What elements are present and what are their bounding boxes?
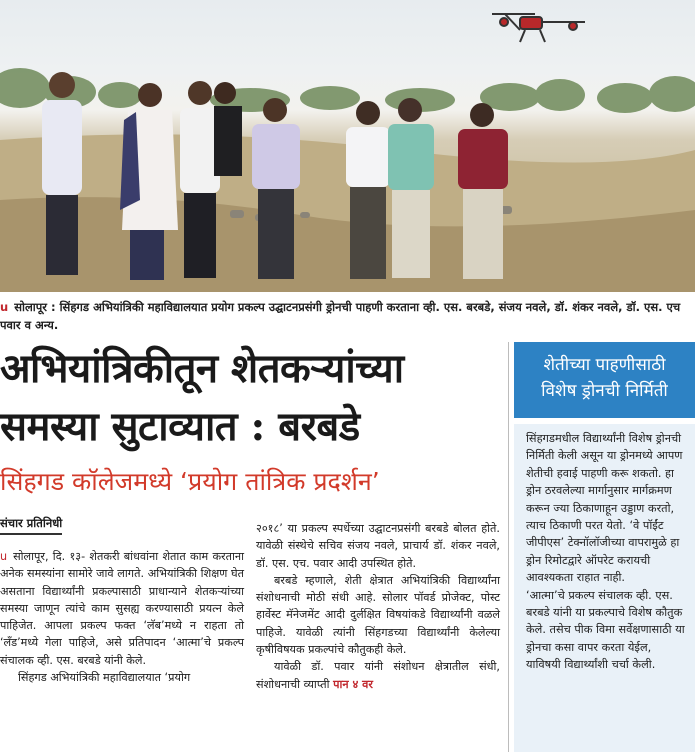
sidebox-title (514, 342, 695, 418)
byline: संचार प्रतिनिधी (0, 516, 62, 535)
sidebox-paragraph: ‘आत्मा’चे प्रकल्प संचालक व्ही. एस. बरबडे यांनी या प्रकल्पाचे विशेष कौतुक केले. तसेच पीक विमा सर्वेक्षणासाठी या ड्रोनचा कसा वापर करता येईल, याविषयी विद्यार्थ्यांशी चर्चा केली. (526, 588, 685, 672)
article-paragraph (0, 548, 244, 669)
drone-icon (492, 14, 585, 42)
article-paragraph: सिंहगड अभियांत्रिकी महाविद्यालयात ‘प्रयोग (18, 671, 191, 685)
article-text: सोलापूर, दि. १३- शेतकरी बांधवांना शेतात काम करताना अनेक समस्यांना सामोरे जावे लागते. अभियांत्रिकी शिक्षण घेत असताना विद्यार्थ्यांनी प्रकल्पासाठी प्राधान्याने शेतकऱ्यांच्या समस्या जाणून त्यांचे काम सुसह्य करण्यासाठी प्रयत्न केले पाहिजेत. आपला प्रकल्प फक्त ‘लॅब’मध्ये न राहता तो ‘लँड’मध्ये गेला पाहिजे, असे प्रतिपादन ‘आत्मा’चे प्रकल्प संचालक व्ही. एस. बरबडे यांनी केले. (0, 550, 244, 667)
sidebox-body (514, 424, 695, 752)
article-paragraph: बरबडे म्हणाले, शेती क्षेत्रात अभियांत्रिकी विद्यार्थ्यांना संशोधनाची मोठी संधी आहे. सोलार पॉवर्ड प्रोजेक्ट, पोस्ट हार्वेस्ट मॅनेजमेंट आदी दुर्लक्षित विषयांकडे विद्यार्थ्यांनी वळले पाहिजे. यावेळी त्यांनी सिंहगडच्या विद्यार्थ्यांनी केलेल्या कृषीविषयक प्रकल्पांचे कौतुकही केले. (256, 573, 500, 657)
column-divider (508, 342, 509, 752)
sidebox-paragraph: सिंहगडमधील विद्यार्थ्यांनी विशेष ड्रोनची निर्मिती केली असून या ड्रोनमध्ये आपण शेतीची हवाई पाहणी करू शकतो. हा ड्रोन ठरवलेल्या मार्गानुसार मार्गक्रमण करून ज्या ठिकाणाहून उड्डाण करतो, त्याच ठिकाणी परत येतो. ‘वे पॉईंट जीपीएस’ टेक्नॉलॉजीच्या वापरामुळे हा ड्रोन रिमोटद्वारे ऑपरेट करायची आवश्यकता राहात नाही. (526, 432, 683, 585)
bullet-icon: u (0, 300, 9, 314)
headline (0, 340, 505, 456)
photo-caption (0, 298, 690, 334)
headline-line-1: अभियांत्रिकीतून शेतकऱ्यांच्या (0, 345, 404, 392)
bullet-icon: u (0, 550, 8, 563)
article-paragraph: २०१८’ या प्रकल्प स्पर्धेच्या उद्घाटनप्रसंगी बरबडे बोलत होते. यावेळी संस्थेचे सचिव संजय नवले, प्राचार्य डॉ. शंकर नवले, डॉ. एस. एच. पवार आदी उपस्थित होते. (256, 522, 500, 570)
drone-flight-demo-photo (0, 0, 695, 292)
headline-line-2: समस्या सुटाव्यात : बरबडे (0, 403, 360, 450)
sidebox-title-line-1: शेतीच्या पाहणीसाठी (543, 355, 666, 375)
article-column-2 (256, 520, 500, 693)
article-text: यावेळी डॉ. पवार यांनी संशोधन क्षेत्रातील संधी, संशोधनाची व्याप्ती (256, 660, 500, 691)
caption-place: सोलापूर : (14, 300, 56, 314)
sidebox-title-line-2: विशेष ड्रोनची निर्मिती (541, 381, 668, 401)
caption-text: सिंहगड अभियांत्रिकी महाविद्यालयात प्रयोग प्रकल्प उद्घाटनप्रसंगी ड्रोनची पाहणी करताना व्ही. एस. बरबडे, संजय नवले, डॉ. शंकर नवले, डॉ. एस. एच पवार व अन्य. (0, 300, 681, 332)
subheadline: सिंहगड कॉलेजमध्ये ‘प्रयोग तांत्रिक प्रदर्शन’ (0, 467, 380, 496)
news-photo (0, 0, 695, 292)
article-paragraph (256, 658, 500, 693)
continued-link[interactable]: पान ४ वर (333, 677, 373, 691)
article-column-1 (0, 548, 244, 686)
